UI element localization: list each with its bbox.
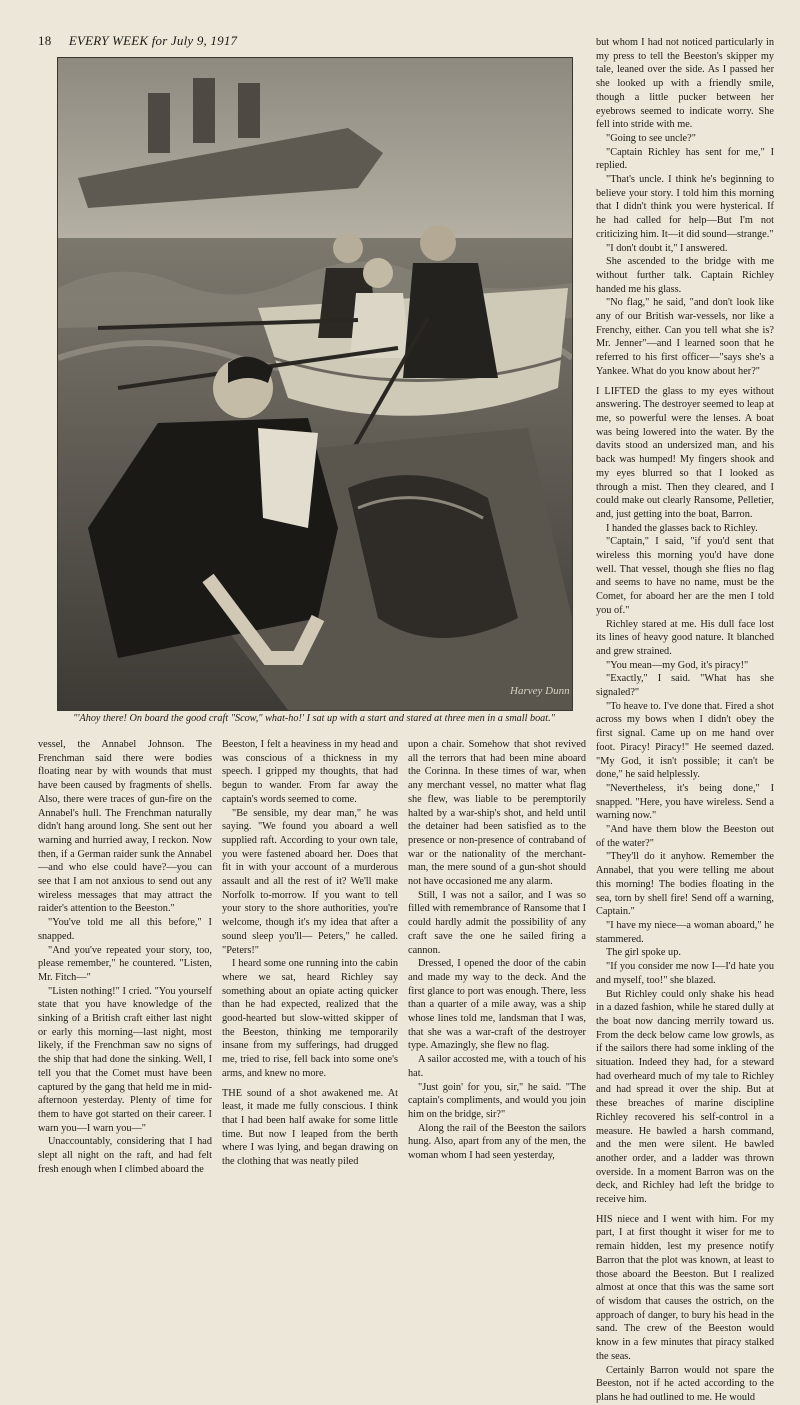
paragraph: "I have my niece—a woman aboard," he stammered. <box>596 920 774 945</box>
paragraph: "And have them blow the Beeston out of the water?" <box>596 824 774 849</box>
illustration-caption: "'Ahoy there! On board the good craft "Scow," what-ho!' I sat up with a start and stared at three men in a small boat." <box>73 713 555 724</box>
paragraph: Certainly Barron would not spare the Beeston, not if he acted according to the plans he had outlined to me. He would <box>596 1364 774 1403</box>
paragraph: Still, I was not a sailor, and I was so filled with remembrance of Ransome that I could hardly admit the possibility of any craft save the one he sailed firing a cannon. <box>408 889 586 956</box>
page-number: 18 <box>38 33 52 48</box>
paragraph: I handed the glasses back to Richley. <box>606 522 758 534</box>
paragraph: "You mean—my God, it's piracy!" <box>606 659 749 671</box>
paragraph: "If you consider me now I—I'd hate you and myself, too!" she blazed. <box>596 961 774 986</box>
paragraph: vessel, the Annabel Johnson. The Frenchman said there were bodies floating near by with wounds that must have been caused by fragments of shells. Also, there were traces of gun-fire on the Annabel's hull. The Frenchman naturally didn't hang around long. She sent out her warning and hurried away, I reckon. Now then, if a German raider sunk the Annabel—and who else could have?—you can see that I am not anxious to send out any wireless messages that may attract the raider's attention to the Beeston." <box>38 739 212 915</box>
text-column-3 <box>408 738 586 1163</box>
paragraph: upon a chair. Somehow that shot revived all the terrors that had been mine aboard the Corinna. In these times of war, when any merchant vessel, no matter what flag she flew, was liable to be peremptorily halted by a war-ship's shot, and held until the detainer had been satisfied as to the presence or non-presence of contraband of war or the nationality of the merchant-man, the mere sound of a gun-shot should not have occasioned me any alarm. <box>408 739 586 888</box>
paragraph: "That's uncle. I think he's beginning to believe your story. I told him this morning that I didn't think you were hysterical. If he had called for help—But I'm not criticizing him. It—it did sound—strange." <box>596 174 774 240</box>
paragraph: "Listen nothing!" I cried. "You yourself state that you have knowledge of the sinking of a British craft either last night or early this morning—last night, most likely, if the Frenchman saw no signs of the ship that had done the sinking. Well, I tell you that the Comet must have been captured by the gang that held me in mid-afternoon yesterday. Plenty of time for them to have got started on their career. I warn you—I warn you—" <box>38 985 212 1134</box>
paragraph: "Captain," I said, "if you'd sent that wireless this morning you'd have done well. That vessel, though she flies no flag and seems to have no name, must be the Comet, for aboard her are the men I told you of." <box>596 536 774 616</box>
masthead: EVERY WEEK for July 9, 1917 <box>68 33 238 48</box>
paragraph: Richley stared at me. His dull face lost its lines of heavy good nature. It blanched and grew strained. <box>596 618 774 657</box>
paragraph: "They'll do it anyhow. Remember the Annabel, that you were telling me about this morning! The bodies floating in the sea, torn by shell fire! Send off a warning, Captain." <box>596 851 774 918</box>
paragraph: Along the rail of the Beeston the sailors hung. Also, apart from any of the men, the woman whom I had seen yesterday, <box>408 1122 586 1162</box>
paragraph: Dressed, I opened the door of the cabin and made my way to the deck. And the first glance to port was enough. There, less than a quarter of a mile away, was a ship whose lines told me, landsman that I was, that she was a war-craft of the destroyer type. Amazingly, she flew no flag. <box>408 958 586 1052</box>
section-opening-paragraph: I LIFTED the glass to my eyes without answering. The destroyer seemed to leap at me, so powerful were the lenses. A boat was being lowered into the water. By the davits stood an undersized man, and his back was humped! My fingers shook and my eyes blurred so that I looked as through a mist. Then they cleared, and I could make out clearly Ransome, Pelletier, and, just getting into the boat, Barron. <box>596 385 774 520</box>
section-opening-paragraph: HIS niece and I went with him. For my part, I at first thought it wiser for me to remain hidden, lest my presence notify Barron that the plot was known, at least to those aboard the Beeston. But I realized almost at once that this was the same sort of wisdom that causes the ostrich, on the approach of danger, to bury his head in the sand. The crew of the Beeston would know in a few minutes that piracy stalked the seas. <box>596 1213 774 1362</box>
paragraph: Beeston, I felt a heaviness in my head and was conscious of a thickness in my speech. I gripped my thoughts, that had begun to wander. From far away the captain's words seemed to come. <box>222 739 398 805</box>
page-header <box>38 33 237 49</box>
paragraph: but whom I had not noticed particularly in my press to tell the Beeston's skipper my tale, leaned over the side. As I passed her she looked up with a friendly smile, though a little pucker between her eyebrows seemed to indicate worry. She fell into stride with me. <box>596 37 774 131</box>
paragraph: I heard some one running into the cabin where we sat, heard Richley say something about an opiate acting quicker than he had expected, realized that the good-hearted but slow-witted skipper of the Beeston, thinking me temporarily insane from my sufferings, had drugged me, tried to rise, fell back into some one's arms, and knew no more. <box>222 958 398 1079</box>
paragraph: "Nevertheless, it's being done," I snapped. "Here, you have wireless. Send a warning now." <box>596 782 774 822</box>
paragraph: "I don't doubt it," I answered. <box>606 242 728 254</box>
illustration-drawing <box>58 58 572 710</box>
artist-signature: Harvey Dunn <box>510 685 570 697</box>
paragraph: Unaccountably, considering that I had slept all night on the raft, and had felt fresh enough when I climbed aboard the <box>38 1136 212 1175</box>
text-column-2 <box>222 738 398 1169</box>
paragraph: "Captain Richley has sent for me," I replied. <box>596 146 774 172</box>
paragraph: "Exactly," I said. "What has she signaled?" <box>596 673 774 699</box>
paragraph: "No flag," he said, "and don't look like any of our British war-vessels, nor like a Frenchy, either. Can you tell what she is? Mr. Jenner"—and I learned soon that he referred to his first officer—"says she's a Yankee. What do you know about her?" <box>596 297 774 377</box>
text-column-1 <box>38 738 212 1177</box>
paragraph: "You've told me all this before," I snapped. <box>38 917 212 942</box>
paragraph: The girl spoke up. <box>606 947 681 959</box>
paragraph: "To heave to. I've done that. Fired a shot across my bows when I didn't obey the first signal. Came up on me hand over foot. Piracy! Piracy!" He seemed dazed. "My God, it isn't possible; it can't be done," he said helplessly. <box>596 700 774 781</box>
story-illustration <box>57 57 573 711</box>
text-column-4 <box>596 36 774 1405</box>
paragraph: But Richley could only shake his head in a dazed fashion, while he stared dully at the boat now dancing merrily toward us. From the deck below came low growls, as if the sailors there had some inkling of the situation. Indeed they had, for a steward had overheard much of my tale to Richley and had spread it over the ship. But at these breaches of marine discipline Richley recovered his self-control in a measure. He bawled a harsh command, and the men were silent. He bawled another order, and a ladder was thrown overside. In a moment Barron was on the deck, and Richley had left the bridge to receive him. <box>596 988 774 1206</box>
paragraph: "And you've repeated your story, too, please remember," he countered. "Listen, Mr. Fitch—" <box>38 944 212 983</box>
paragraph: "Be sensible, my dear man," he was saying. "We found you aboard a well supplied raft. According to your own tale, you were fastened aboard her. Does that fit in with your account of a murderous assault and all the rest of it? We'll make Norfolk to-morrow. If you want to tell your story to the shore authorities, you're welcome, though it's my idea that after a sound sleep you'll— Peters," he called. "Peters!" <box>222 807 398 956</box>
paragraph: "Going to see uncle?" <box>606 132 696 144</box>
paragraph: She ascended to the bridge with me without further talk. Captain Richley handed me his glass. <box>596 256 774 295</box>
section-opening-paragraph: THE sound of a shot awakened me. At least, it made me fully conscious. I think that I had been half awake for some little time. But now I leaped from the berth where I was lying, and began drawing on the clothing that was neatly piled <box>222 1087 398 1168</box>
paragraph: A sailor accosted me, with a touch of his hat. <box>408 1054 586 1079</box>
paragraph: "Just goin' for you, sir," he said. "The captain's compliments, and would you join him on the bridge, sir?" <box>408 1081 586 1120</box>
